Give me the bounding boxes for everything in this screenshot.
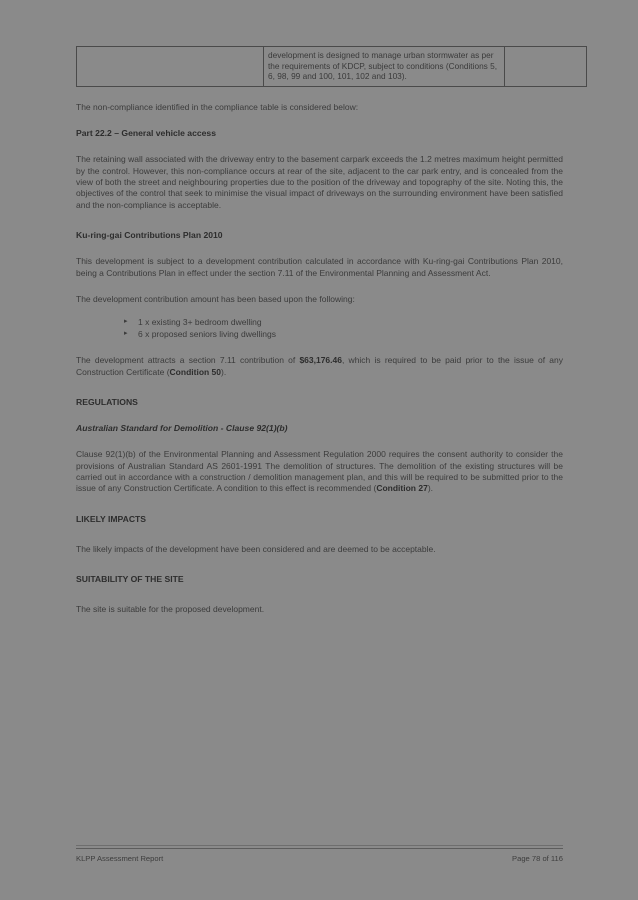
contributions-condition-reference: Condition 50 <box>169 366 222 377</box>
heading-likely-impacts: LIKELY IMPACTS <box>76 513 147 524</box>
table-cell-comment-text: development is designed to manage urban stormwater as per the requirements of KDCP, subject to conditions (Conditions 5, 6, 98, 99 and 100, 101, 102 and 103). <box>268 50 498 82</box>
contributions-amount: $63,176.46 <box>299 355 342 366</box>
likely-impacts-paragraph: The likely impacts of the development have been considered and are deemed to be acceptable. <box>76 543 436 554</box>
contributions-text-pre: The development attracts a section 7.11 contribution of <box>76 355 300 366</box>
part-22-2-body-paragraph: The retaining wall associated with the driveway entry to the basement carpark exceeds the 1.2 metres maximum height permitted by the control. However, this non-compliance occurs at rear of the site, adjacent to the car park entry, and is concealed from the view of both the street and neighbouring properties due to the position of the driveway and topography of the site. Noting this, the objectives of the control that seek to minimise the visual impact of driveways on the surrounding environment have been satisfied and the non-compliance is acceptable. <box>76 154 563 210</box>
australian-standard-condition-reference: Condition 27 <box>376 483 428 494</box>
contributions-text-post: ). <box>221 366 227 377</box>
australian-standard-paragraph <box>76 449 563 495</box>
table-row <box>77 47 587 87</box>
australian-standard-text-post: ). <box>427 483 434 494</box>
heading-suitability-of-site: SUITABILITY OF THE SITE <box>76 574 184 585</box>
list-item: ▸ 6 x proposed seniors living dwellings <box>124 328 563 340</box>
heading-australian-standard: Australian Standard for Demolition - Clause 92(1)(b) <box>76 423 288 434</box>
table-cell-criteria <box>77 47 264 87</box>
heading-regulations: REGULATIONS <box>76 397 138 408</box>
document-content <box>76 46 563 616</box>
non-compliance-intro-paragraph: The non-compliance identified in the compliance table is considered below: <box>76 101 359 112</box>
contributions-paragraph-3 <box>76 355 563 378</box>
compliance-table-fragment <box>76 46 587 87</box>
contributions-text-mid: , which is required to be paid prior to the issue of any Construction Certificate ( <box>76 355 564 377</box>
page-footer <box>76 848 563 863</box>
contributions-bullet-list <box>76 316 563 340</box>
australian-standard-text-pre: Clause 92(1)(b) of the Environmental Planning and Assessment Regulation 2000 requires the consent authority to consider the provisions of Australian Standard AS 2601-1991 The demolition of structures. The demolition of the existing structures will be carried out in accordance with a construction / demolition management plan, and this will be required to be submitted prior to the issue of any Construction Certificate. A condition to this effect is recommended ( <box>76 449 563 494</box>
heading-contributions-plan: Ku-ring-gai Contributions Plan 2010 <box>76 230 223 241</box>
suitability-paragraph: The site is suitable for the proposed development. <box>76 604 265 615</box>
list-item: ▸ 1 x existing 3+ bedroom dwelling <box>124 316 563 328</box>
heading-part-22-2: Part 22.2 – General vehicle access <box>76 128 216 139</box>
table-cell-comment <box>264 47 505 87</box>
contributions-paragraph-2: The development contribution amount has been based upon the following: <box>76 294 355 305</box>
footer-document-title: KLPP Assessment Report <box>76 854 164 863</box>
footer-divider <box>76 845 563 846</box>
table-cell-compliance <box>505 47 587 87</box>
footer-page-number: Page 78 of 116 <box>512 854 563 863</box>
contributions-paragraph-1: This development is subject to a development contribution calculated in accordance with Ku-ring-gai Contributions Plan 2010, being a Contributions Plan in effect under the section 7.11 of the Environmental Planning and Assessment Act. <box>76 256 563 278</box>
